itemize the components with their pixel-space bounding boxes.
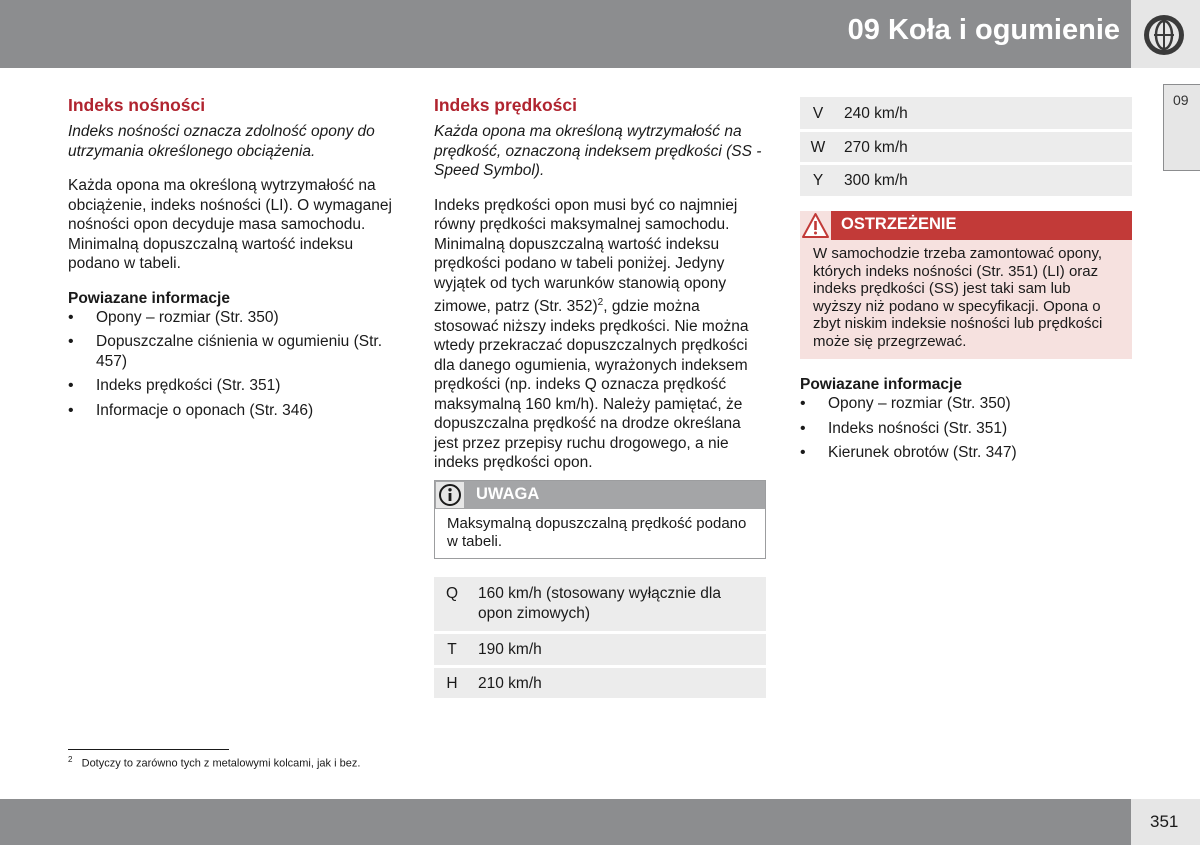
speed-table-right: [800, 94, 1132, 199]
note-title: UWAGA: [476, 485, 540, 503]
speed-index-body-part1: Indeks prędkości opon musi być co najmniej równy prędkości maksymalnej samochodu. Minimalną dopuszczalną wartość indeksu prędkości podano w tabeli poniżej. Jedyny wyjątek od tych warunków stanowią opony zimowe, patrz (Str. 352): [434, 196, 738, 316]
speed-value: 190 km/h: [470, 634, 766, 665]
speed-index-intro: Każda opona ma określoną wytrzymałość na prędkość, oznaczoną indeksem prędkości (SS - Speed Symbol).: [434, 123, 762, 179]
warning-box: [800, 211, 1132, 359]
note-header: [435, 481, 765, 509]
speed-code: W: [800, 132, 836, 163]
chapter-side-tab[interactable]: [1163, 84, 1200, 171]
note-box: [434, 480, 766, 559]
speed-value: 240 km/h: [836, 97, 1132, 129]
info-icon: [436, 482, 464, 508]
related-link[interactable]: • Opony – rozmiar (Str. 350): [68, 308, 398, 328]
load-index-body: Każda opona ma określoną wytrzymałość na obciążenie, indeks nośności (LI). O wymaganej nośności opon decyduje masa samochodu. Minimalną dopuszczalną wartość indeksu podano w tabeli.: [68, 177, 392, 272]
speed-table-middle: [434, 574, 766, 701]
speed-index-section: [434, 95, 768, 473]
speed-code: Q: [434, 577, 470, 631]
table-row: [800, 165, 1132, 196]
right-related-list: [800, 394, 1130, 463]
load-index-heading: Indeks nośności: [68, 95, 206, 115]
related-link[interactable]: • Opony – rozmiar (Str. 350): [800, 394, 1130, 414]
footnote-marker: 2: [597, 297, 604, 308]
warning-triangle-icon: [800, 211, 831, 240]
table-row: [800, 97, 1132, 129]
footnote: [68, 755, 360, 770]
speed-code: V: [800, 97, 836, 129]
right-related-heading: Powiazane informacje: [800, 376, 962, 393]
footer-bar: [0, 799, 1200, 845]
chapter-tab-label: 09: [1173, 92, 1189, 108]
page-number: 351: [1150, 812, 1179, 831]
left-related-heading: Powiazane informacje: [68, 289, 230, 307]
chapter-title: 09 Koła i ogumienie: [847, 14, 1120, 46]
warning-header: [800, 211, 1132, 240]
related-link[interactable]: • Dopuszczalne ciśnienia w ogumieniu (Str. 457): [68, 332, 398, 371]
speed-code: T: [434, 634, 470, 665]
table-row: [434, 577, 766, 631]
speed-value: 270 km/h: [836, 132, 1132, 163]
tire-icon: [1142, 13, 1186, 57]
warning-text: W samochodzie trzeba zamontować opony, których indeks nośności (Str. 351) (LI) oraz indeks prędkości (SS) jest taki sam lub wyższy niż podano w specyfikacji. Opona o zbyt niskim indeksie nośności lub prędkości może się przegrzewać.: [813, 245, 1103, 350]
right-related-section: [800, 376, 1130, 468]
speed-code: Y: [800, 165, 836, 196]
table-row: [434, 634, 766, 665]
speed-value: 210 km/h: [470, 668, 766, 699]
table-row: [434, 668, 766, 699]
speed-value: 300 km/h: [836, 165, 1132, 196]
note-text: Maksymalną dopuszczalną prędkość podano w tabeli.: [447, 515, 747, 550]
speed-index-heading: Indeks prędkości: [434, 95, 577, 115]
load-index-intro: Indeks nośności oznacza zdolność opony do utrzymania określonego obciążenia.: [68, 123, 375, 160]
footnote-rule: [68, 749, 229, 750]
left-related-list: [68, 308, 398, 421]
speed-index-body-part2: , gdzie można stosować niższy indeks prędkości. Nie można wtedy przekraczać dopuszczalnych prędkości dla danego ogumienia, wyrażonych indeksem prędkości (np. indeks Q oznacza prędkość maksymalną 160 km/h). Należy pamiętać, że dopuszczalna prędkość na drodze określana jest przez przepisy ruchu drogowego, a nie indeks prędkości opon.: [434, 298, 749, 472]
footnote-text: Dotyczy to zarówno tych z metalowymi kolcami, jak i bez.: [81, 757, 361, 770]
warning-title: OSTRZEŻENIE: [841, 215, 957, 233]
speed-code: H: [434, 668, 470, 699]
speed-index-body: [434, 196, 768, 473]
related-link[interactable]: • Informacje o oponach (Str. 346): [68, 401, 398, 421]
related-link[interactable]: • Indeks nośności (Str. 351): [800, 419, 1130, 439]
table-row: [800, 132, 1132, 163]
related-link[interactable]: • Kierunek obrotów (Str. 347): [800, 443, 1130, 463]
header-bar: [0, 0, 1200, 68]
load-index-section: [68, 95, 398, 425]
related-link[interactable]: • Indeks prędkości (Str. 351): [68, 376, 398, 396]
footnote-mark: 2: [68, 755, 73, 764]
speed-value: 160 km/h (stosowany wyłącznie dla opon zimowych): [470, 577, 766, 631]
